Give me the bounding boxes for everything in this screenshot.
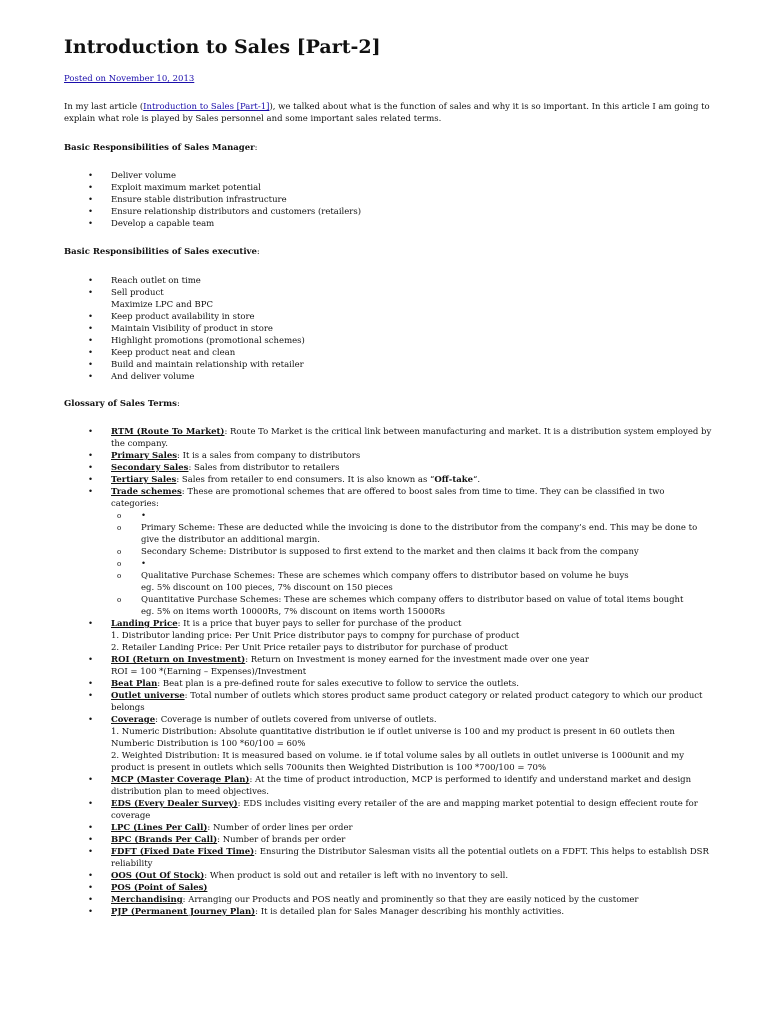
term: RTM (Route To Market): [111, 427, 225, 437]
glossary-item-tertiary-sales: • Tertiary Sales: Sales from retailer to end consumers. It is also known as “Off-take“.: [64, 474, 714, 486]
intro-paragraph: [64, 101, 714, 125]
manager-heading: Basic Responsibilities of Sales Manager:: [64, 143, 258, 153]
term: Landing Price: [111, 619, 178, 629]
term: FDFT (Fixed Date Fixed Time): [111, 847, 255, 857]
glossary-item-beat-plan: • Beat Plan: Beat plan is a pre-defined route for sales executive to follow to service the outlets.: [64, 678, 714, 690]
glossary-item-merchandising: • Merchandising: Arranging our Products and POS neatly and prominently so that they are easily noticed by the customer: [64, 894, 714, 906]
term: OOS (Out Of Stock): [111, 871, 205, 881]
list-item-line: Maximize LPC and BPC: [111, 300, 213, 310]
list-item: • Keep product neat and clean: [64, 347, 714, 359]
glossary-item-fdft: • FDFT (Fixed Date Fixed Time): Ensuring the Distributor Salesman visits all the potential outlets on a FDFT. This helps to establish DSR reliability: [64, 846, 714, 870]
page-title: Introduction to Sales [Part-2]: [64, 36, 381, 58]
glossary-item-outlet-universe: • Outlet universe: Total number of outlets which stores product same product category or related product category to which our product belongs: [64, 690, 714, 714]
term: PJP (Permanent Journey Plan): [111, 907, 256, 917]
list-item-line: Sell product: [111, 288, 164, 298]
glossary-item-trade-schemes: • Trade schemes: These are promotional schemes that are offered to boost sales from time to time. They can be classified in two categories: o • o Primary Scheme: These are deducted while the invoicing is done to the distributor from the company’s end. This may be done to give the distributor an additional margin. o Secondary Scheme: Distributor is supposed to first extend to the market and then claims it back from the company o • o Qualitative Purchase Schemes: These are schemes which company offers to distributor based on volume he buys eg. 5% discount on 100 pieces, 7% discount on 150 pieces o Quantitative Purchase Schemes: These are schemes which company offers to distributor based on value of total items bought eg. 5% on items worth 10000Rs, 7% discount on items worth 15000Rs: [64, 486, 714, 618]
glossary-item-secondary-sales: • Secondary Sales: Sales from distributor to retailers: [64, 462, 714, 474]
intro-text-after: ), we talked about what is the function of sales and why it is so important. In this article I am going to explain what role is played by Sales personnel and some important sales related terms.: [64, 102, 710, 124]
glossary-item-pjp: • PJP (Permanent Journey Plan): It is detailed plan for Sales Manager describing his monthly activities.: [64, 906, 714, 918]
list-item: • Build and maintain relationship with retailer: [64, 359, 714, 371]
glossary-item-bpc: • BPC (Brands Per Call): Number of brands per order: [64, 834, 714, 846]
term: LPC (Lines Per Call): [111, 823, 208, 833]
posted-date-link[interactable]: Posted on November 10, 2013: [64, 74, 195, 84]
list-item: • Reach outlet on time: [64, 275, 714, 287]
list-item: • And deliver volume: [64, 371, 714, 383]
sublist-item: o Quantitative Purchase Schemes: These are schemes which company offers to distributor based on value of total items bought eg. 5% on items worth 10000Rs, 7% discount on items worth 15000Rs: [111, 594, 714, 618]
glossary-heading-text: Glossary of Sales Terms: [64, 399, 177, 409]
glossary-item-mcp: • MCP (Master Coverage Plan): At the time of product introduction, MCP is performed to identify and understand market and design distribution plan to meed objectives.: [64, 774, 714, 798]
list-item: • Highlight promotions (promotional schemes): [64, 335, 714, 347]
part1-article-link[interactable]: Introduction to Sales [Part-1]: [143, 102, 270, 112]
term: Beat Plan: [111, 679, 158, 689]
glossary-item-rtm: • RTM (Route To Market): Route To Market is the critical link between manufacturing and market. It is a distribution system employed by the company.: [64, 426, 714, 450]
term: MCP (Master Coverage Plan): [111, 775, 250, 785]
term: Secondary Sales: [111, 463, 189, 473]
manager-list: [64, 170, 714, 230]
sublist-item: o Qualitative Purchase Schemes: These are schemes which company offers to distributor based on volume he buys eg. 5% discount on 100 pieces, 7% discount on 150 pieces: [111, 570, 714, 594]
glossary-item-roi: • ROI (Return on Investment): Return on Investment is money earned for the investment made over one year ROI = 100 *(Earning – Expenses)/Investment: [64, 654, 714, 678]
term: Merchandising: [111, 895, 183, 905]
glossary-item-oos: • OOS (Out Of Stock): When product is sold out and retailer is left with no inventory to sell.: [64, 870, 714, 882]
term: ROI (Return on Investment): [111, 655, 246, 665]
sublist-item: o Secondary Scheme: Distributor is supposed to first extend to the market and then claims it back from the company: [111, 546, 714, 558]
trade-schemes-sublist: [111, 510, 714, 618]
glossary-list: [64, 426, 714, 918]
glossary-item-landing-price: • Landing Price: It is a price that buyer pays to seller for purchase of the product 1. Distributor landing price: Per Unit Price distributor pays to compny for purchase of product 2. Retailer Landing Price: Per Unit Price retailer pays to distributor for purchase of product: [64, 618, 714, 654]
sublist-item: o Primary Scheme: These are deducted while the invoicing is done to the distributor from the company’s end. This may be done to give the distributor an additional margin.: [111, 522, 714, 546]
term: Trade schemes: [111, 487, 182, 497]
glossary-item-pos: [64, 882, 714, 894]
list-item: • Maintain Visibility of product in store: [64, 323, 714, 335]
list-item: • Deliver volume: [64, 170, 714, 182]
list-item: • Develop a capable team: [64, 218, 714, 230]
list-item: • Exploit maximum market potential: [64, 182, 714, 194]
sublist-item: [111, 558, 714, 570]
term: Tertiary Sales: [111, 475, 177, 485]
list-item: • Ensure relationship distributors and customers (retailers): [64, 206, 714, 218]
glossary-item-lpc: • LPC (Lines Per Call): Number of order lines per order: [64, 822, 714, 834]
term: BPC (Brands Per Call): [111, 835, 218, 845]
term: Primary Sales: [111, 451, 178, 461]
term: Outlet universe: [111, 691, 185, 701]
sublist-item: [111, 510, 714, 522]
list-item: • Ensure stable distribution infrastructure: [64, 194, 714, 206]
glossary-item-coverage: • Coverage: Coverage is number of outlets covered from universe of outlets. 1. Numeric Distribution: Absolute quantitative distribution ie if outlet universe is 100 and my product is present in 60 outlets then Numberic Distribution is 100 *60/100 = 60% 2. Weighted Distribution: It is measured based on volume. ie if total volume sales by all outlets in outlet universe is 1000unit and my product is present in outlets which sells 700units then Weighted Distribution is 100 *700/100 = 70%: [64, 714, 714, 774]
manager-heading-text: Basic Responsibilities of Sales Manager: [64, 143, 255, 153]
term: EDS (Every Dealer Survey): [111, 799, 238, 809]
term: Coverage: [111, 715, 156, 725]
glossary-item-primary-sales: • Primary Sales: It is a sales from company to distributors: [64, 450, 714, 462]
executive-heading-text: Basic Responsibilities of Sales executive: [64, 247, 257, 257]
term: POS (Point of Sales): [111, 883, 208, 893]
list-item: [64, 287, 714, 311]
glossary-heading: Glossary of Sales Terms:: [64, 399, 180, 409]
glossary-item-eds: • EDS (Every Dealer Survey): EDS includes visiting every retailer of the are and mapping market potential to design effecient route for coverage: [64, 798, 714, 822]
nested-bullet: [141, 510, 714, 522]
executive-list: [64, 275, 714, 383]
executive-heading: Basic Responsibilities of Sales executive:: [64, 247, 260, 257]
intro-text-before: In my last article (: [64, 102, 144, 112]
nested-bullet: [141, 558, 714, 570]
list-item: • Keep product availability in store: [64, 311, 714, 323]
